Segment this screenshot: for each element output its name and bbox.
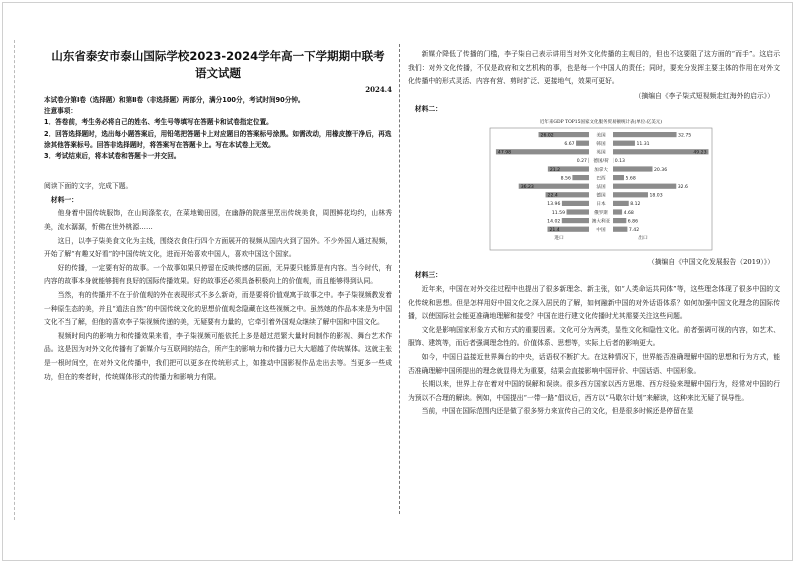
paragraph: 他身着中国传统服饰，在山间涤浆衣，在菜地锄田园，在幽静的院落里烹出传统美食，周围鲜花均约，山林秀美，流水潺潺，忻佛在世外桃源…… [44,209,392,231]
chart-svg [486,120,716,255]
import-bar [562,201,589,206]
reading-section [44,180,392,384]
notice-heading: 注意事项： [44,107,77,116]
import-value-label: 21.4 [549,228,560,234]
export-value-label: 6.86 [627,219,639,225]
export-value-label: 32.6 [677,185,688,191]
import-bar [572,175,589,180]
category-label: 澳大利亚 [591,219,611,225]
category-label: 法国 [596,185,606,191]
paragraph: 当然，有的传播并不在于价值观的外在表现形式不多么新奇，而是要将价值观寓于故事之中。李子柒视频教发着一种原生态的美，并且“道法自然”的中国传统文化的思想价值观念隐藏在这些视频之中。虽然她的作品本来是为中国文化不当了解，但他的喜欢李子柒视频传递的美，无疑要有力量的，它牵引着外国观众继续了解中国和中国文化。 [44,290,392,327]
category-label: 美国 [596,133,606,139]
export-bar [613,227,627,232]
trade-chart [486,120,716,255]
x-label-import: 进口 [554,236,564,242]
export-value-label: 4.68 [623,211,634,217]
import-bar [562,218,589,223]
export-bar [613,175,624,180]
export-value-label: 18.03 [649,193,663,199]
left-column [44,48,392,384]
export-value-label: 32.75 [678,133,692,139]
category-label: 英国 [596,150,606,156]
category-label: 巴西 [596,176,606,182]
notice-item: 2．回答选择题时，选出每小题答案后，用铅笔把答题卡上对应题目的答案标号涂黑。如需改动，用橡皮擦干净后，再选涂其他答案标号。回答非选择题时，将答案写在答题卡上。写在本试卷上无效。 [44,129,392,149]
import-value-label: 8.56 [560,176,571,182]
import-value-label: 47.98 [497,150,512,156]
category-label: 中国 [596,228,606,234]
import-value-label: 14.02 [547,219,561,225]
paragraph: 新媒介降低了传播的门槛，李子柒自己表示讲用当对外文化传播的主观目的，但也不这要阻了这方面的“而手”。这启示我们：对外文化传播，不仅是政府和文艺机构的事，也是每一个中国人的责任；同时，要充分发挥主要主体的作用在对外文化传播中的形式灵活、内容有营、剪时扩泛、更接地气，效果可更好。 [408,50,780,86]
paragraph: 这日，以李子柒美食文化为主线，围绕衣食住行四个方面展开的视频从国内火到了国外。不少外国人通过视频，开始了解“有趣又好看”的中国传统文化，进而开始喜欢中国人，喜欢中国这个国家。 [44,236,392,259]
export-value-label: 20.36 [653,168,668,174]
paragraph: 长期以来，世界上存在着对中国的误解和误读。很多西方国家以西方思维、西方经验来理解中国行为，经常对中国的行为预以不合理的解读。例如，中国提出“一带一路”倡议后，西方以“马歇尔计划”来解读，这种来比无疑了误导性。 [408,380,780,402]
export-bar [613,132,677,137]
exam-title: 山东省泰安市泰山国际学校2023-2024学年高一下学期期中联考 [51,49,385,63]
column-divider [399,44,400,514]
import-value-label: 0.27 [576,159,587,165]
export-value-label: 0.13 [614,159,625,165]
export-bar [613,184,676,189]
export-value-label: 7.42 [628,228,640,234]
right-column [408,48,780,419]
export-bar [613,218,626,223]
import-value-label: 21.2 [549,168,561,174]
paragraph: 如今，中国日益接近世界舞台的中央，话语权不断扩大。在这种情况下，世界能否准确理解中国的思想和行为方式，能否准确理解中国所提出的理念就显得尤为重要，结果会直接影响中国评价、中国话语、中国形象。 [408,352,780,375]
paragraph: 当前，中国在国际范围内还是做了很多努力来宣传自己的文化，但是很多时候还是停留在显 [421,407,694,416]
category-label: 韩国 [596,142,606,148]
source-citation-1: （摘编自《李子柒式短视频走红海外的启示》） [634,91,774,100]
export-value-label: 11.31 [636,142,650,148]
material3-label: 材料三： [414,271,442,280]
export-bar [613,141,635,146]
chart-title: 近年来GDP TOP15国家文化服务贸易额统计表(单位:亿美元) [539,120,663,126]
paragraph: 视频时间内的影响力和传播效果来看，李子柒视频可能依托上多是超过范繁大量时间制作的影视、舞台艺术作品。这是因为对外文化传播有了新媒介与互联网的结合，所产生的影响力和传播力已大大超越了传统媒体。这就主张是一根时间空，在对外文化传播中，我们把可以更多在传统形式上，如推动中国影视作品走出去等。当更多一些成功，但在的奏者时，传统媒体形式的传播力和影响力有限。 [44,331,392,381]
import-value-label: 13.96 [547,202,561,208]
binding-gutter-line [14,40,15,520]
export-bar [613,193,648,198]
source-citation-2: （摘编自《中国文化发展报告（2019）》） [647,258,774,267]
category-label: 俄罗斯 [594,211,608,217]
category-label: 德国 [596,193,606,199]
export-bar [613,210,622,215]
import-bar [567,210,589,215]
material2-label: 材料二： [414,104,442,113]
exam-date: 2024.4 [365,85,392,94]
right-bottom-text [408,283,780,419]
category-label: 德国/荷 [593,159,609,165]
export-value-label: 5.68 [625,176,636,182]
exam-notice [44,95,392,162]
reading-instruction: 阅读下面的文字，完成下题。 [44,182,133,191]
material1-label: 材料一： [50,195,78,204]
import-bar [588,158,589,163]
paragraph: 文化是影响国家形象方式和方式的重要因素。文化可分为两类，显性文化和隐性文化。前者强调可视的内容，如艺术、服饰、建筑等，而后者强调理念性的。价值体系、思想等，实际上后者的影响更大。 [408,325,780,348]
export-value-label: 8.12 [630,202,641,208]
import-bar [576,141,589,146]
notice-intro: 本试卷分第Ⅰ卷（选择题）和第Ⅱ卷（非选择题）两部分，满分100分，考试时间90分钟。 [44,96,305,104]
export-bar [613,167,652,172]
import-value-label: 11.59 [551,211,566,217]
export-bar [613,201,629,206]
paragraph: 好的传播，一定要有好的故事。一个故事如果只停留在反映传感的层面，无异要只能算是有内容。当今时代，有内容的故事本身就能够拥有良好的国际传播效果。好的故事还必须具备积极向上的价值观，而且能够得到认同。 [44,263,392,286]
paragraph: 近年来，中国在对外交往过程中也提出了很多新理念、新主张，如“人类命运共同体”等，这些理念体现了很多中国的文化传统和思想。但是怎样用好中国文化之深入居民的了解，如何融新中国的对外话语体系？如何加强中国文化理念的国际传播，以使国际社会能更准确地理解和接受？中国在进行建文化传播时尤其需要关注这些问题。 [408,284,780,321]
import-value-label: 6.67 [564,142,575,148]
category-label: 加拿大 [594,168,608,174]
notice-item: 3．考试结束后，将本试卷和答题卡一并交回。 [44,152,181,161]
import-value-label: 26.02 [540,133,554,139]
import-value-label: 36.23 [520,185,534,191]
x-label-export: 出口 [638,236,648,242]
export-value-label: 49.23 [693,150,707,156]
import-value-label: 22.4 [547,193,558,199]
right-top-text [408,48,780,89]
exam-subtitle: 语文试题 [195,66,241,80]
notice-item: 1．答卷前，考生务必将自己的姓名、考生号等填写在答题卡和试卷指定位置。 [44,118,273,127]
category-label: 日本 [596,202,606,208]
